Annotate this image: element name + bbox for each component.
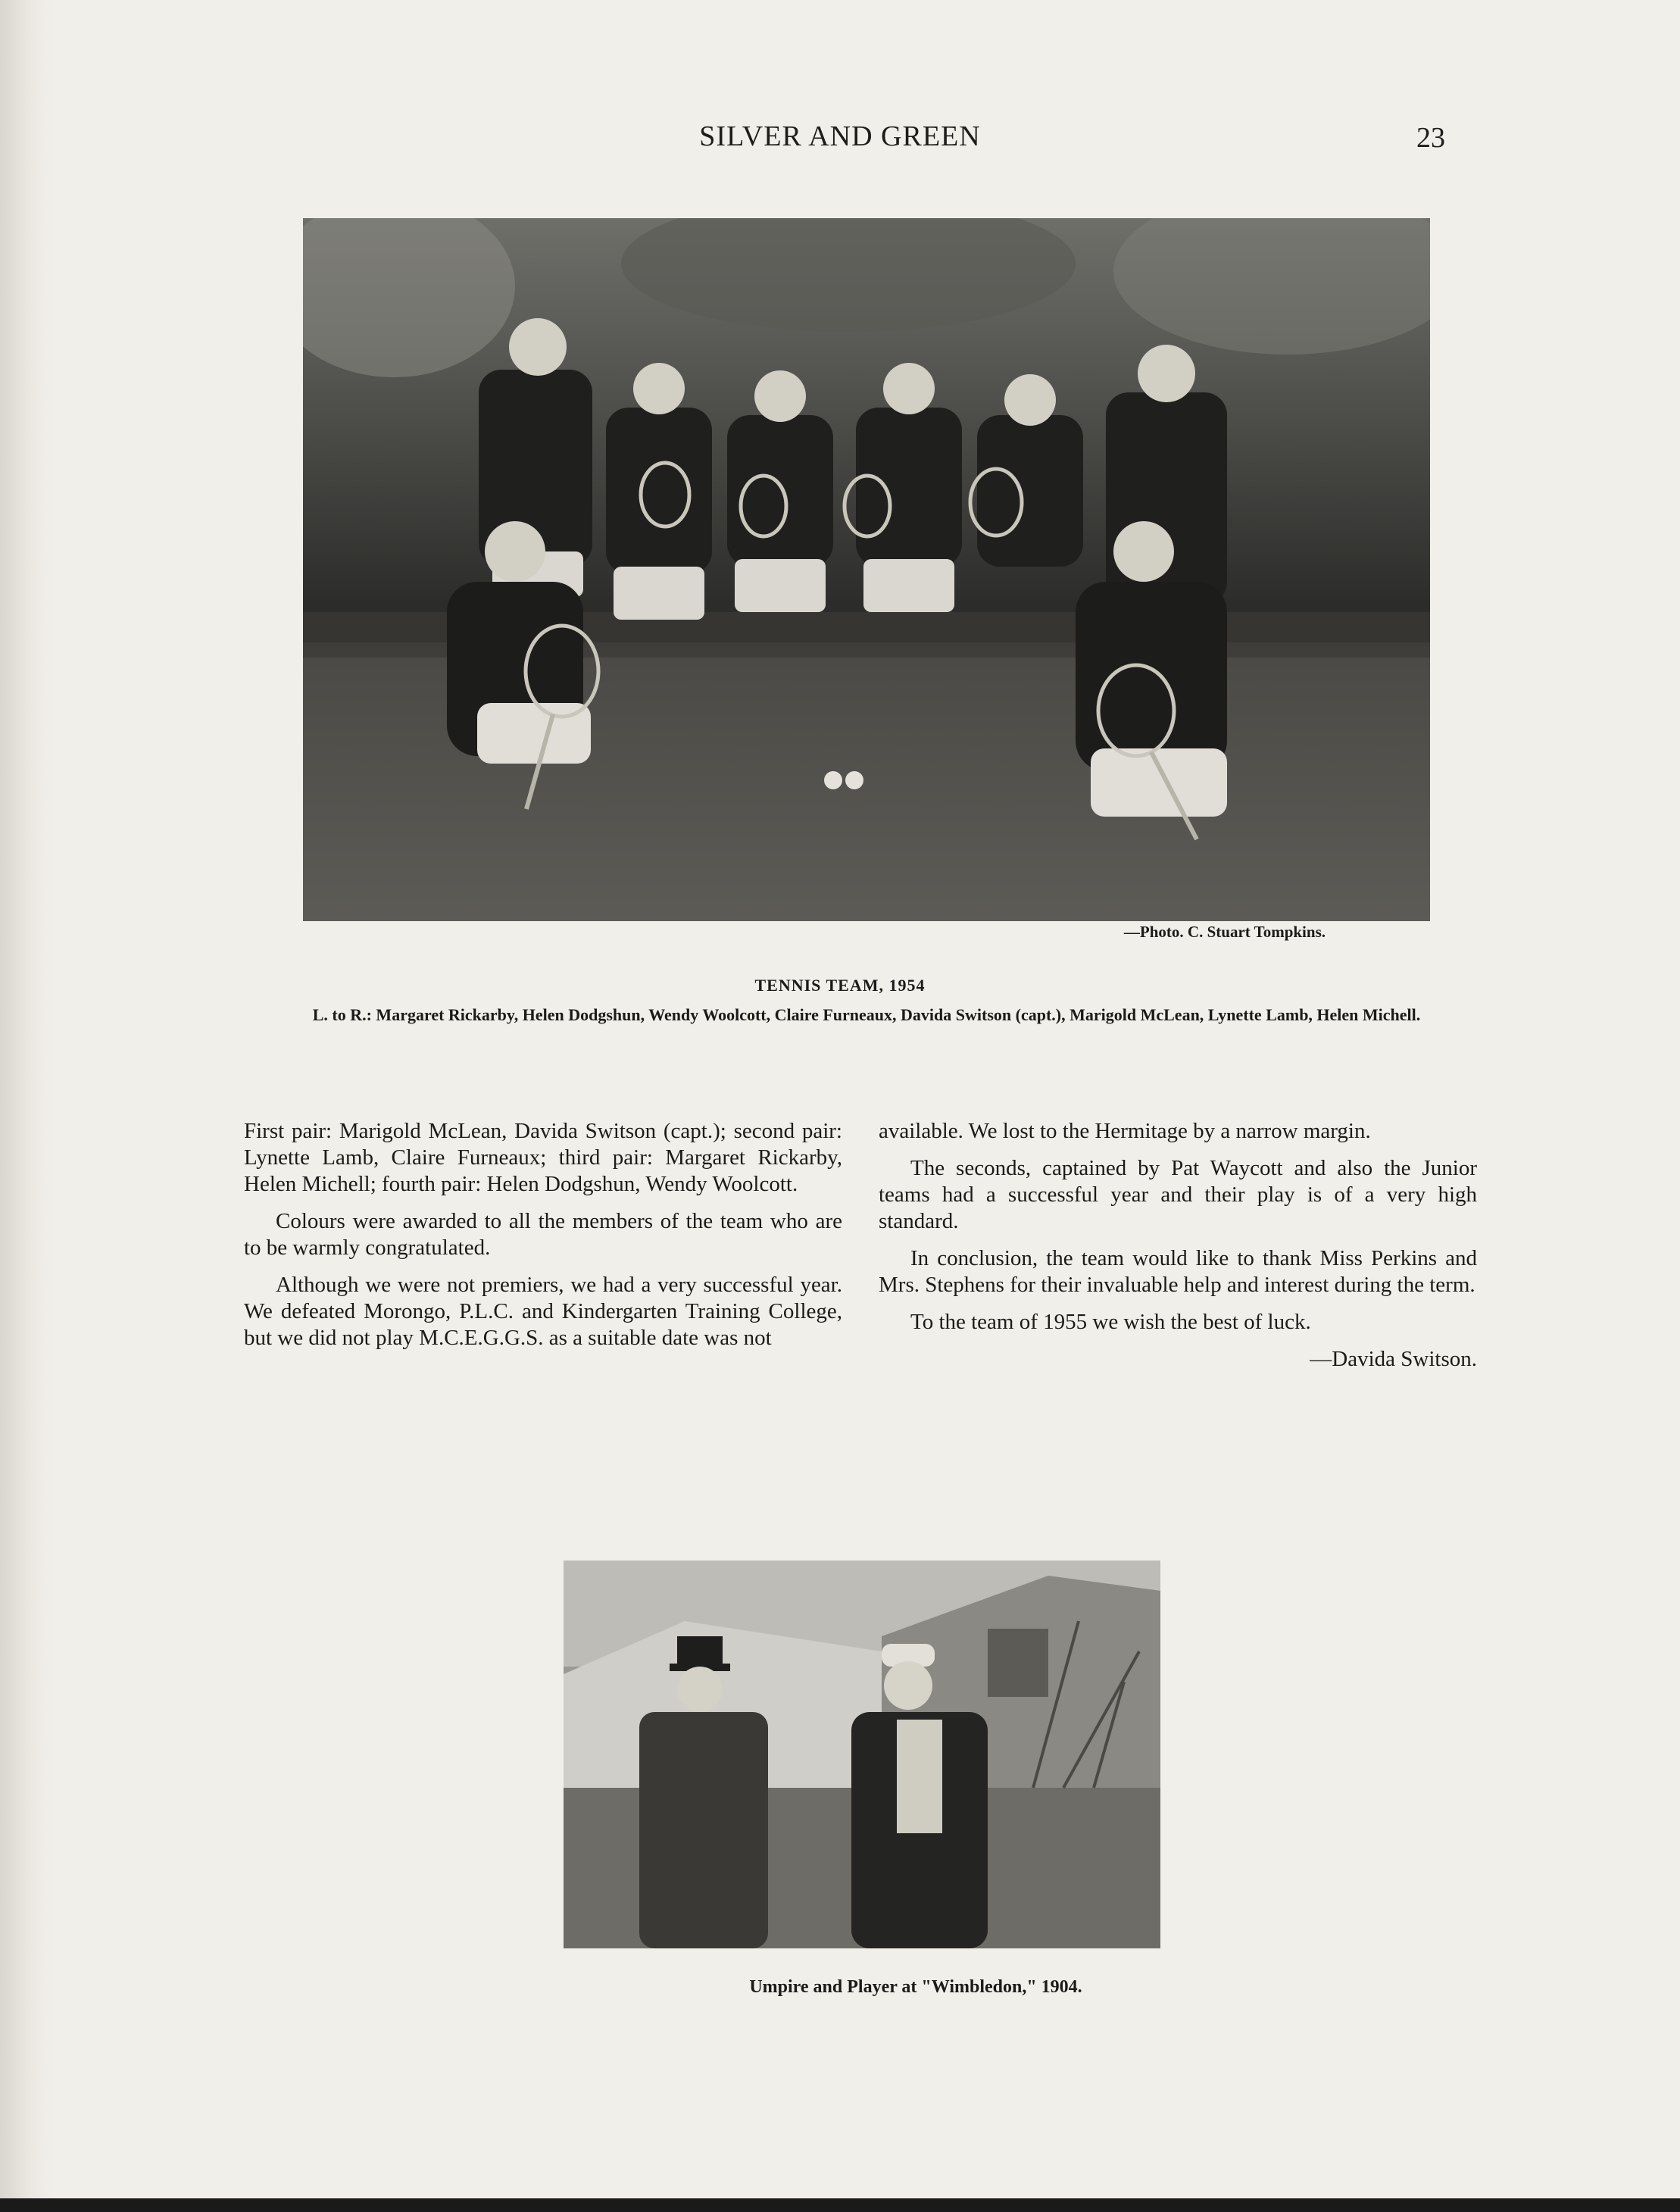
article-paragraph: Colours were awarded to all the members of the team who are to be warmly congratulated.	[244, 1209, 842, 1260]
article-right-column	[879, 1118, 1477, 1383]
article-paragraph: In conclusion, the team would like to thank Miss Perkins and Mrs. Stephens for their invaluable help and interest during the term.	[879, 1246, 1477, 1297]
page-bottom-edge	[0, 2198, 1680, 2212]
umpire-player-photo	[564, 1561, 1160, 1948]
umpire-player-photo-graphic	[564, 1561, 1160, 1948]
article-signature: —Davida Switson.	[1310, 1347, 1477, 1371]
running-header-title: SILVER AND GREEN	[699, 120, 981, 152]
umpire-photo-caption: Umpire and Player at "Wimbledon," 1904.	[749, 1977, 1082, 1997]
article-left-column	[244, 1118, 842, 1362]
article-paragraph: The seconds, captained by Pat Waycott and also the Junior teams had a successful year and their play is of a very high standard.	[879, 1156, 1477, 1233]
tennis-team-photo-graphic	[303, 218, 1430, 921]
tennis-team-caption-title: TENNIS TEAM, 1954	[754, 976, 926, 995]
article-paragraph: available. We lost to the Hermitage by a narrow margin.	[879, 1119, 1371, 1143]
article-paragraph: Although we were not premiers, we had a very successful year. We defeated Morongo, P.L.C. and Kindergarten Training College, but we did not play M.C.E.G.G.S. as a suitable date was not	[244, 1273, 842, 1350]
article-paragraph: First pair: Marigold McLean, Davida Switson (capt.); second pair: Lynette Lamb, Claire Furneaux; third pair: Margaret Rickarby, Helen Michell; fourth pair: Helen Dodgshun, Wendy Woolcott.	[244, 1119, 842, 1196]
article-paragraph: To the team of 1955 we wish the best of luck.	[910, 1310, 1311, 1334]
tennis-team-photo	[303, 218, 1430, 921]
photo-credit: —Photo. C. Stuart Tompkins.	[1123, 923, 1326, 941]
tennis-team-caption-names: L. to R.: Margaret Rickarby, Helen Dodgshun, Wendy Woolcott, Claire Furneaux, Davida Switson (capt.), Marigold McLean, Lynette Lamb, Helen Michell.	[312, 1005, 1421, 1024]
page-number: 23	[1416, 122, 1445, 154]
page-edge-shadow	[0, 0, 53, 2212]
